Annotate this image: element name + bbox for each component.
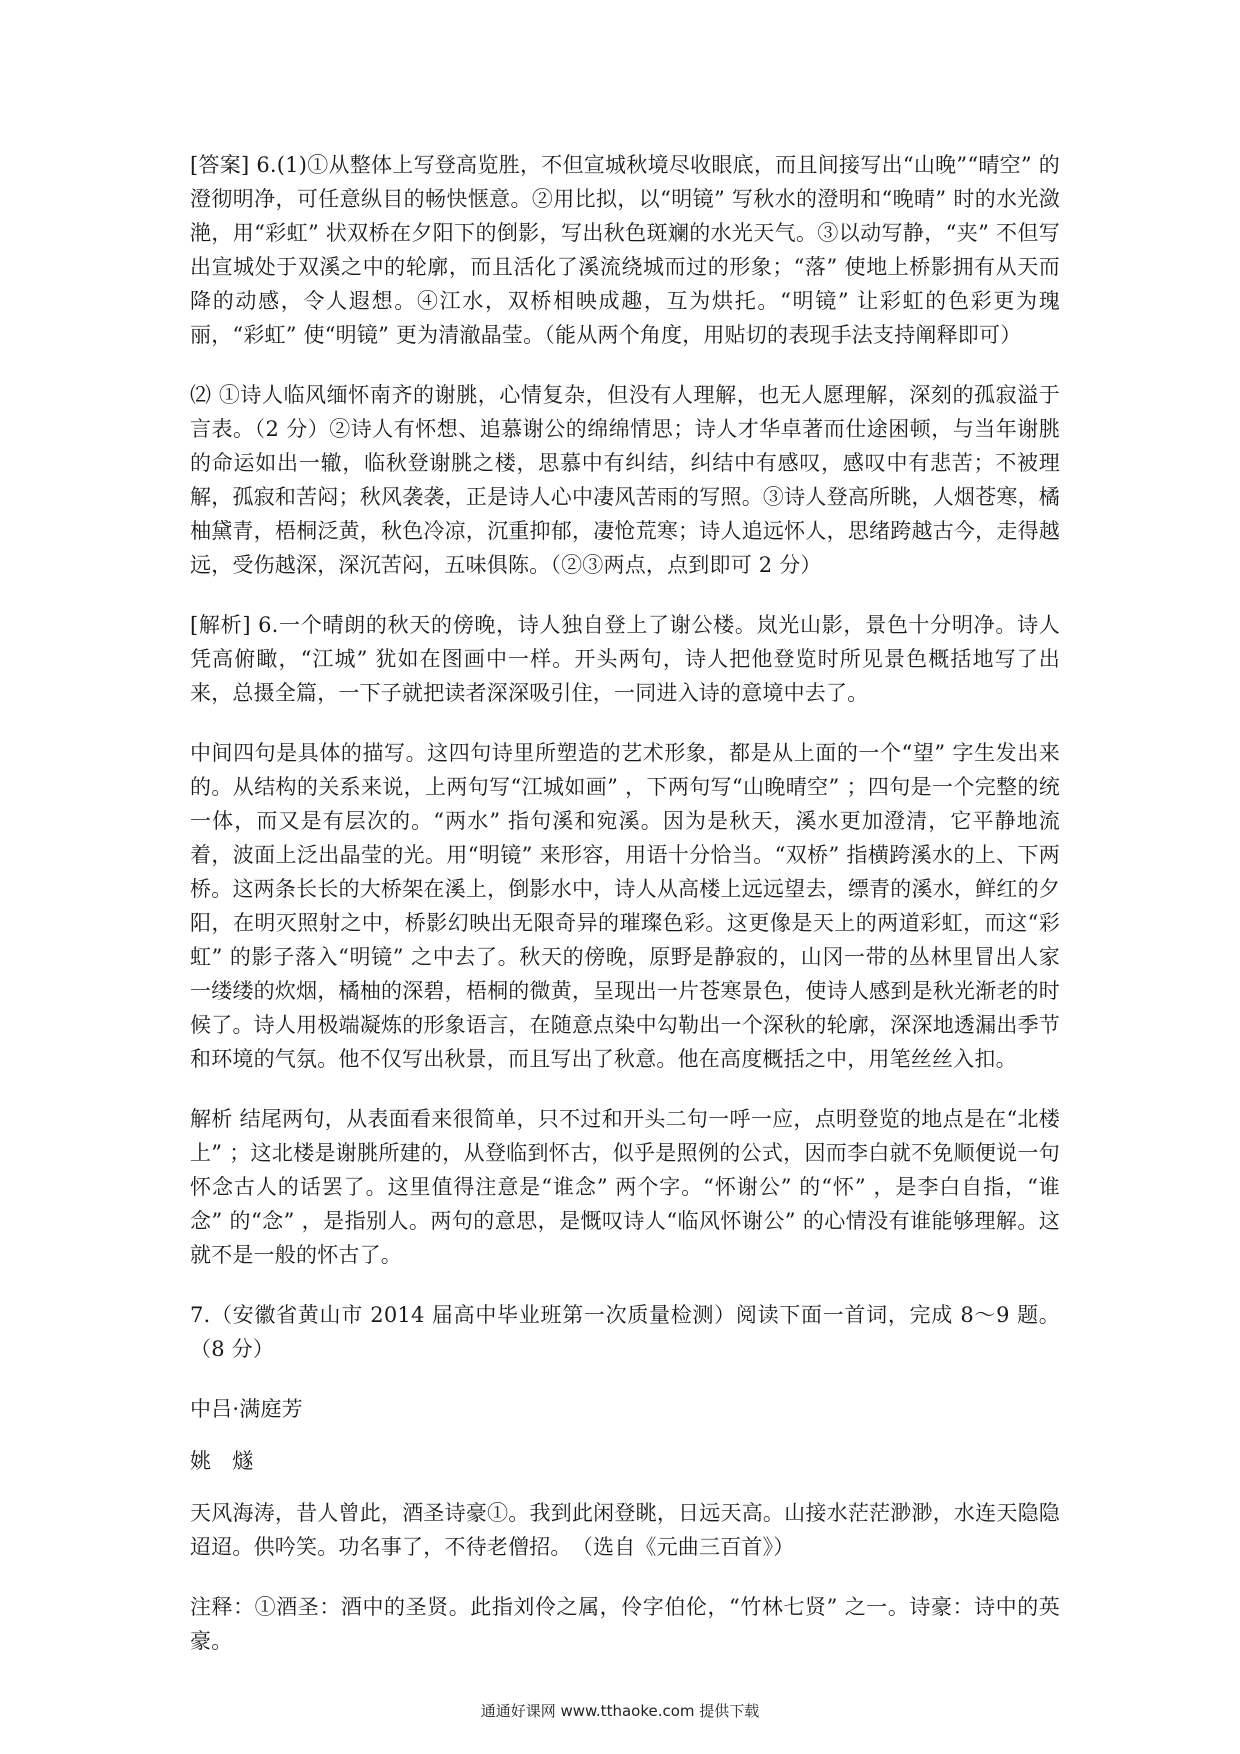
document-body — [190, 148, 1060, 1684]
page-footer: 通通好课网 www.tthaoke.com 提供下载 — [480, 1702, 760, 1720]
analysis-paragraph-2: 中间四句是具体的描写。这四句诗里所塑造的艺术形象，都是从上面的一个“望” 字生发出来的。从结构的关系来说，上两句写“江城如画” ，下两句写“山晚晴空” ；四句是一个完整的统一体，而又是有层次的。“两水” 指句溪和宛溪。因为是秋天，溪水更加澄清，它平静地流着，波面上泛出晶莹的光。用“明镜” 来形容，用语十分恰当。“双桥” 指横跨溪水的上、下两桥。这两条长长的大桥架在溪上，倒影水中，诗人从高楼上远远望去，缥青的溪水，鲜红的夕阳，在明灭照射之中，桥影幻映出无限奇异的璀璨色彩。这更像是天上的两道彩虹，而这“彩虹” 的影子落入“明镜” 之中去了。秋天的傍晚，原野是静寂的，山冈一带的丛林里冒出人家一缕缕的炊烟，橘柚的深碧，梧桐的微黄，呈现出一片苍寒景色，使诗人感到是秋光渐老的时候了。诗人用极端凝炼的形象语言，在随意点染中勾勒出一个深秋的轮廓，深深地透漏出季节和环境的气氛。他不仅写出秋景，而且写出了秋意。他在高度概括之中，用笔丝丝入扣。 — [190, 741, 1060, 1071]
question-7-heading: 7.（安徽省黄山市 2014 届高中毕业班第一次质量检测）阅读下面一首词，完成 8～9 题。（8 分） — [190, 1303, 1060, 1361]
answer-paragraph-2: ⑵ ①诗人临风缅怀南齐的谢朓，心情复杂，但没有人理解，也无人愿理解，深刻的孤寂溢于言表。（2 分）②诗人有怀想、追慕谢公的绵绵情思；诗人才华卓著而仕途困顿，与当年谢朓的命运如出一辙，临秋登谢朓之楼，思慕中有纠结，纠结中有感叹，感叹中有悲苦；不被理解，孤寂和苦闷；秋风袭袭，正是诗人心中凄风苦雨的写照。③诗人登高所眺，人烟苍寒，橘柚黛青，梧桐泛黄，秋色冷凉，沉重抑郁，凄怆荒寒；诗人追远怀人，思绪跨越古今，走得越远，受伤越深，深沉苦闷，五味俱陈。（②③两点，点到即可 2 分） — [190, 383, 1060, 577]
poem-title: 中吕·满庭芳 — [190, 1397, 303, 1421]
poem-annotation: 注释：①酒圣：酒中的圣贤。此指刘伶之属，伶字伯伦，“竹林七贤” 之一。诗豪：诗中的英豪。 — [190, 1595, 1060, 1653]
answer-paragraph-1: [答案] 6.(1)①从整体上写登高览胜，不但宣城秋境尽收眼底，而且间接写出“山晚”“晴空” 的澄彻明净，可任意纵目的畅快惬意。②用比拟，以“明镜” 写秋水的澄明和“晚晴” 时的水光潋滟，用“彩虹” 状双桥在夕阳下的倒影，写出秋色斑斓的水光天气。③以动写静，“夹” 不但写出宣城处于双溪之中的轮廓，而且活化了溪流绕城而过的形象；“落” 使地上桥影拥有从天而降的动感，令人遐想。④江水，双桥相映成趣，互为烘托。“明镜” 让彩虹的色彩更为瑰丽，“彩虹” 使“明镜” 更为清澈晶莹。（能从两个角度，用贴切的表现手法支持阐释即可） — [190, 153, 1060, 347]
analysis-paragraph-3: 解析 结尾两句，从表面看来很简单，只不过和开头二句一呼一应，点明登览的地点是在“北楼上” ；这北楼是谢朓所建的，从登临到怀古，似乎是照例的公式，因而李白就不免顺便说一句怀念古人的话罢了。这里值得注意是“谁念” 两个字。“怀谢公” 的“怀” ，是李白自指，“谁念” 的“念” ，是指别人。两句的意思，是慨叹诗人“临风怀谢公” 的心情没有谁能够理解。这就不是一般的怀古了。 — [190, 1107, 1060, 1267]
poem-author: 姚 燧 — [190, 1449, 254, 1473]
analysis-paragraph-1: [解析] 6.一个晴朗的秋天的傍晚，诗人独自登上了谢公楼。岚光山影，景色十分明净。诗人凭高俯瞰，“江城” 犹如在图画中一样。开头两句，诗人把他登览时所见景色概括地写了出来，总摄全篇，一下子就把读者深深吸引住，一同进入诗的意境中去了。 — [190, 613, 1060, 705]
poem-text: 天风海涛，昔人曾此，酒圣诗豪①。我到此闲登眺，日远天高。山接水茫茫渺渺，水连天隐隐迢迢。供吟笑。功名事了，不待老僧招。 （选自《元曲三百首》） — [190, 1501, 1060, 1559]
